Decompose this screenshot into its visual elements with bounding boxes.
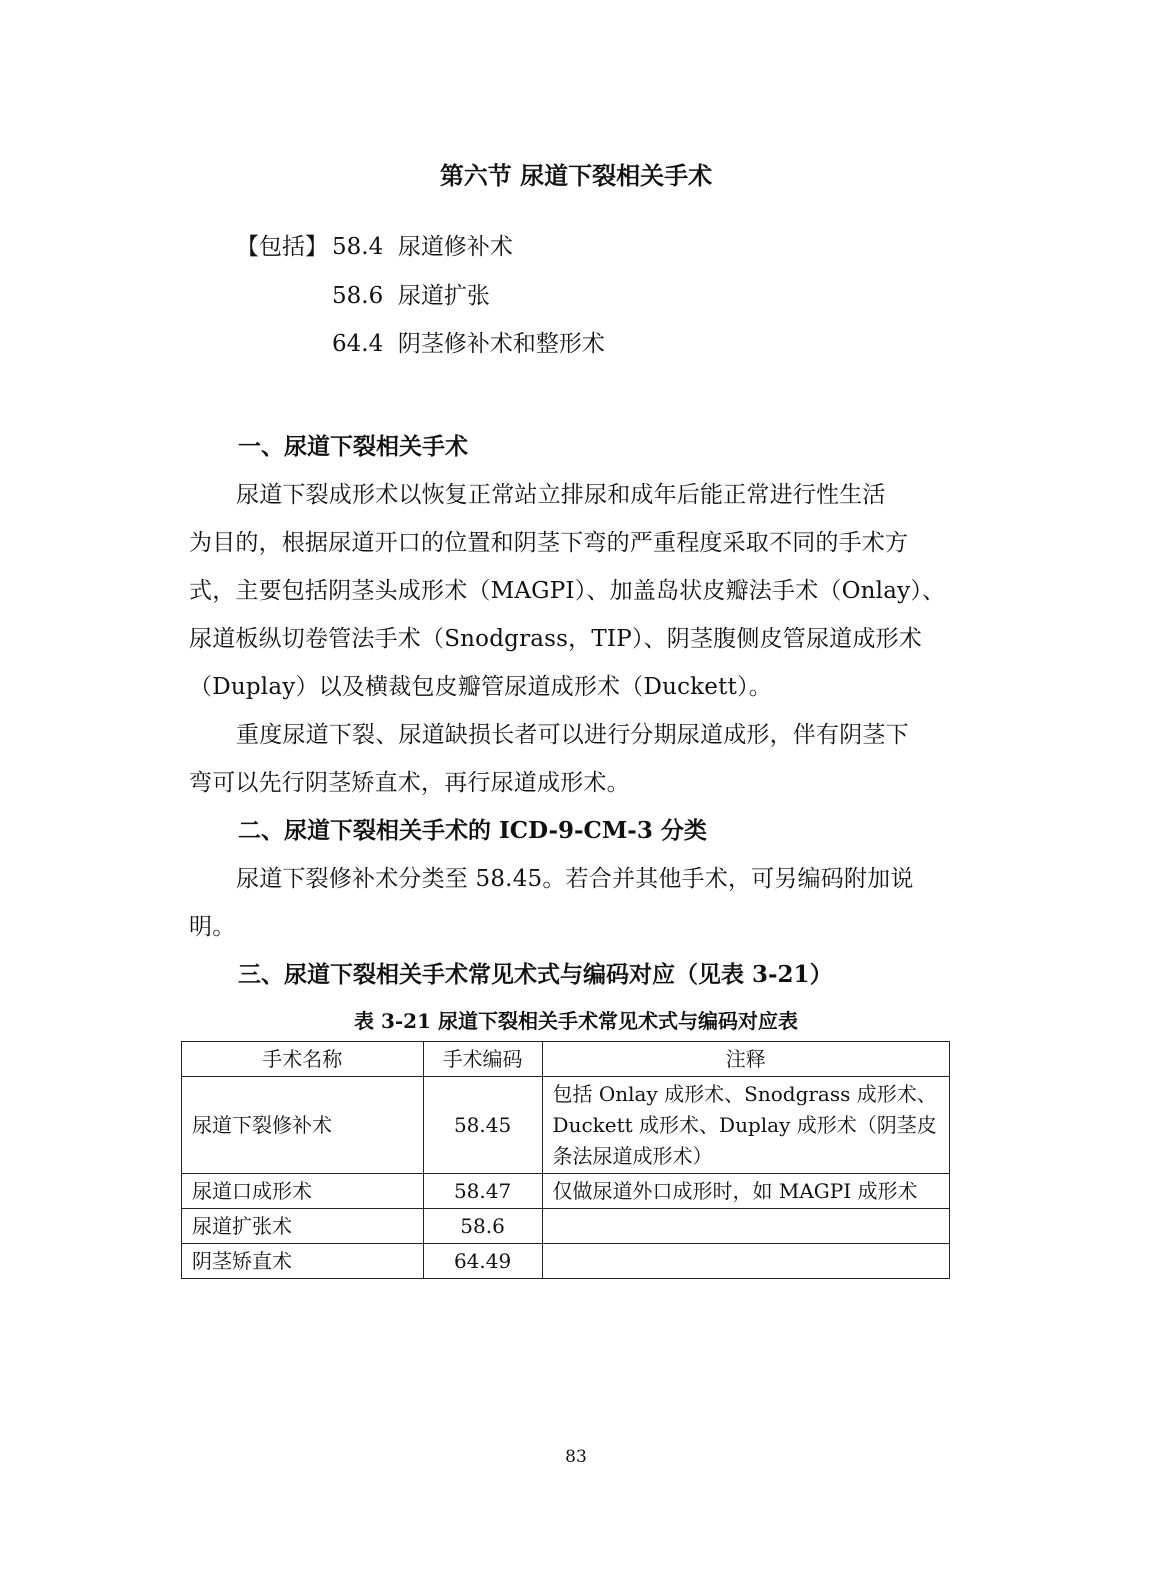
include-code: 58.6	[332, 283, 384, 309]
table-row	[182, 1209, 950, 1244]
page-number: 83	[565, 1447, 587, 1467]
procedure-name-cell: 尿道下裂修补术	[182, 1077, 424, 1174]
section-heading: 一、尿道下裂相关手术	[238, 433, 468, 460]
procedure-code-cell: 58.45	[423, 1077, 542, 1174]
procedure-code-cell: 58.47	[423, 1174, 542, 1209]
section-title: 第六节 尿道下裂相关手术	[439, 161, 713, 190]
paragraph-line: 尿道板纵切卷管法手术（Snodgrass，TIP）、阴茎腹侧皮管尿道成形术	[189, 626, 922, 652]
note-cell: 仅做尿道外口成形时，如 MAGPI 成形术	[542, 1174, 949, 1209]
paragraph-line: 尿道下裂修补术分类至 58.45。若合并其他手术，可另编码附加说	[236, 866, 914, 892]
procedure-code-table	[181, 1041, 950, 1279]
procedure-code-cell: 58.6	[423, 1209, 542, 1244]
note-line: 条法尿道成形术）	[552, 1143, 713, 1168]
column-header: 注释	[542, 1042, 949, 1077]
procedure-name-cell: 尿道口成形术	[182, 1174, 424, 1209]
table-row	[182, 1244, 950, 1279]
note-line: 包括 Onlay 成形术、Snodgrass 成形术、	[552, 1081, 937, 1106]
note-cell	[542, 1209, 949, 1244]
includes-label: 【包括】	[236, 234, 328, 260]
procedure-name-cell: 尿道扩张术	[182, 1209, 424, 1244]
table-row	[182, 1077, 950, 1174]
include-name: 尿道修补术	[397, 234, 513, 260]
table-caption: 表 3-21 尿道下裂相关手术常见术式与编码对应表	[354, 1009, 798, 1033]
table-header-row	[182, 1042, 950, 1077]
procedure-code-cell: 64.49	[423, 1244, 542, 1279]
paragraph-line: （Duplay）以及横裁包皮瓣管尿道成形术（Duckett）。	[189, 674, 772, 700]
include-code: 58.4	[332, 234, 384, 260]
section-heading: 二、尿道下裂相关手术的 ICD-9-CM-3 分类	[238, 817, 707, 844]
paragraph-line: 明。	[189, 914, 236, 940]
procedure-name-cell: 阴茎矫直术	[182, 1244, 424, 1279]
include-name: 阴茎修补术和整形术	[397, 331, 605, 357]
paragraph-line: 尿道下裂成形术以恢复正常站立排尿和成年后能正常进行性生活	[236, 482, 886, 508]
column-header: 手术编码	[423, 1042, 542, 1077]
includes-item	[332, 228, 513, 261]
include-code: 64.4	[332, 331, 384, 357]
section-heading: 三、尿道下裂相关手术常见术式与编码对应（见表 3-21）	[238, 961, 833, 988]
paragraph-line: 为目的，根据尿道开口的位置和阴茎下弯的严重程度采取不同的手术方	[189, 530, 909, 556]
paragraph-line: 式，主要包括阴茎头成形术（MAGPI）、加盖岛状皮瓣法手术（Onlay）、	[189, 578, 946, 604]
note-cell	[542, 1077, 949, 1174]
includes-item	[332, 277, 490, 310]
table-row	[182, 1174, 950, 1209]
note-cell	[542, 1244, 949, 1279]
column-header: 手术名称	[182, 1042, 424, 1077]
note-line: Duckett 成形术、Duplay 成形术（阴茎皮	[552, 1112, 937, 1137]
paragraph-line: 重度尿道下裂、尿道缺损长者可以进行分期尿道成形，伴有阴茎下	[236, 722, 909, 748]
paragraph-line: 弯可以先行阴茎矫直术，再行尿道成形术。	[189, 770, 630, 796]
includes-item	[332, 325, 605, 358]
include-name: 尿道扩张	[397, 283, 490, 309]
